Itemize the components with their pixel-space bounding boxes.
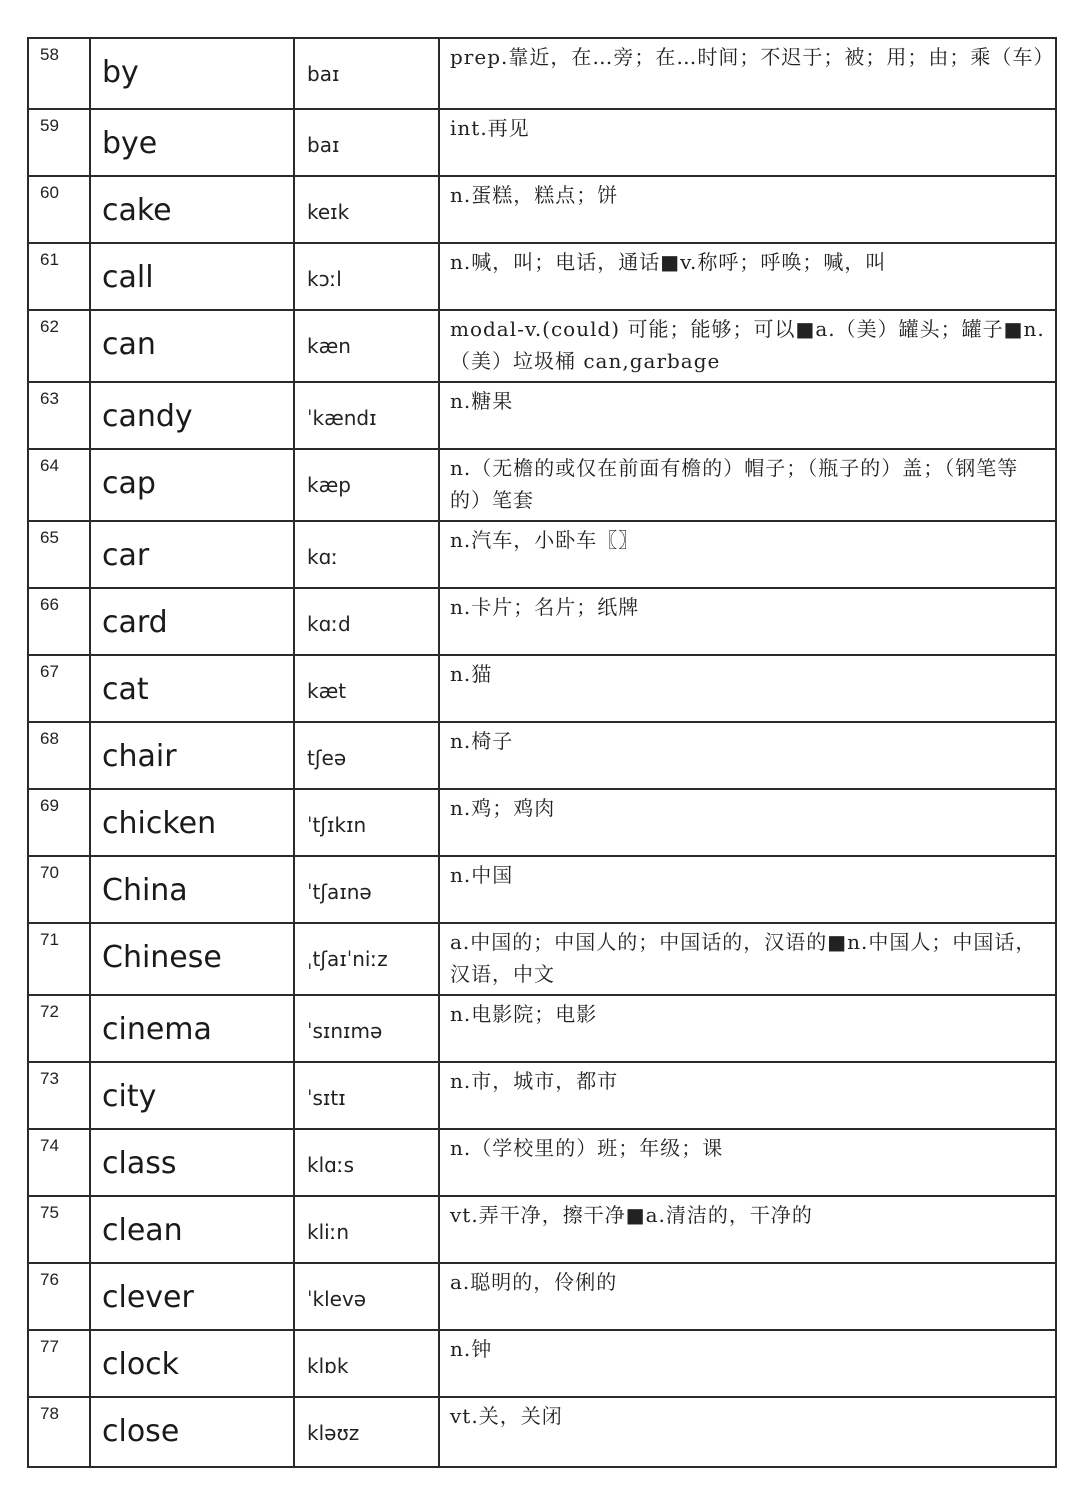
table-row: [28, 382, 1056, 449]
table-row: [28, 923, 1056, 995]
table-row: [28, 1330, 1056, 1397]
entry-definition: n.（无檐的或仅在前面有檐的）帽子；（瓶子的）盖；（钢笔等的）笔套: [439, 449, 1056, 521]
entry-word: class: [90, 1129, 294, 1196]
entry-definition: int.再见: [439, 109, 1056, 176]
entry-number: 58: [28, 38, 90, 109]
entry-word: cat: [90, 655, 294, 722]
table-row: [28, 38, 1056, 109]
entry-phonetic: keɪk: [294, 176, 439, 243]
entry-word: chair: [90, 722, 294, 789]
entry-phonetic: klɑːs: [294, 1129, 439, 1196]
table-row: [28, 243, 1056, 310]
entry-definition: n.椅子: [439, 722, 1056, 789]
table-row: [28, 1263, 1056, 1330]
table-row: [28, 1129, 1056, 1196]
entry-definition: n.糖果: [439, 382, 1056, 449]
table-row: [28, 1062, 1056, 1129]
entry-phonetic: ˈkændɪ: [294, 382, 439, 449]
entry-definition: n.猫: [439, 655, 1056, 722]
table-row: [28, 521, 1056, 588]
entry-phonetic: kæt: [294, 655, 439, 722]
entry-definition: a.中国的；中国人的；中国话的，汉语的■n.中国人；中国话，汉语，中文: [439, 923, 1056, 995]
table-row: [28, 789, 1056, 856]
entry-word: close: [90, 1397, 294, 1467]
table-row: [28, 1196, 1056, 1263]
entry-number: 66: [28, 588, 90, 655]
entry-definition: prep.靠近，在…旁；在…时间；不迟于；被；用；由；乘（车）: [439, 38, 1056, 109]
entry-number: 78: [28, 1397, 90, 1467]
entry-phonetic: ˈtʃɪkɪn: [294, 789, 439, 856]
table-row: [28, 588, 1056, 655]
vocabulary-table: [27, 37, 1057, 1468]
entry-phonetic: ˈsɪnɪmə: [294, 995, 439, 1062]
entry-word: city: [90, 1062, 294, 1129]
entry-number: 61: [28, 243, 90, 310]
table-row: [28, 449, 1056, 521]
entry-phonetic: ˈklevə: [294, 1263, 439, 1330]
entry-definition: n.卡片；名片；纸牌: [439, 588, 1056, 655]
table-row: [28, 995, 1056, 1062]
entry-number: 62: [28, 310, 90, 382]
entry-definition: vt.关，关闭: [439, 1397, 1056, 1467]
table-row: [28, 722, 1056, 789]
entry-number: 75: [28, 1196, 90, 1263]
entry-word: chicken: [90, 789, 294, 856]
entry-phonetic: ˈsɪtɪ: [294, 1062, 439, 1129]
entry-phonetic: baɪ: [294, 109, 439, 176]
entry-number: 72: [28, 995, 90, 1062]
table-row: [28, 310, 1056, 382]
entry-definition: n.电影院；电影: [439, 995, 1056, 1062]
entry-phonetic: kɑːd: [294, 588, 439, 655]
entry-number: 65: [28, 521, 90, 588]
entry-word: cake: [90, 176, 294, 243]
entry-word: clean: [90, 1196, 294, 1263]
entry-number: 76: [28, 1263, 90, 1330]
entry-word: candy: [90, 382, 294, 449]
entry-definition: n.（学校里的）班；年级；课: [439, 1129, 1056, 1196]
entry-phonetic: ˌtʃaɪˈniːz: [294, 923, 439, 995]
entry-number: 64: [28, 449, 90, 521]
entry-number: 73: [28, 1062, 90, 1129]
entry-word: car: [90, 521, 294, 588]
entry-word: clock: [90, 1330, 294, 1397]
entry-word: cinema: [90, 995, 294, 1062]
entry-word: cap: [90, 449, 294, 521]
entry-definition: n.蛋糕，糕点；饼: [439, 176, 1056, 243]
vocabulary-table-body: [28, 38, 1056, 1467]
entry-definition: modal-v.(could) 可能；能够；可以■a.（美）罐头；罐子■n.（美）垃圾桶 can,garbage: [439, 310, 1056, 382]
entry-number: 77: [28, 1330, 90, 1397]
table-row: [28, 1397, 1056, 1467]
entry-word: clever: [90, 1263, 294, 1330]
entry-definition: n.市，城市，都市: [439, 1062, 1056, 1129]
entry-phonetic: kæp: [294, 449, 439, 521]
entry-phonetic: tʃeə: [294, 722, 439, 789]
entry-definition: vt.弄干净，擦干净■a.清洁的，干净的: [439, 1196, 1056, 1263]
table-row: [28, 655, 1056, 722]
entry-definition: a.聪明的，伶俐的: [439, 1263, 1056, 1330]
entry-phonetic: baɪ: [294, 38, 439, 109]
entry-definition: n.鸡；鸡肉: [439, 789, 1056, 856]
entry-phonetic: kləʊz: [294, 1397, 439, 1467]
entry-number: 69: [28, 789, 90, 856]
entry-word: can: [90, 310, 294, 382]
entry-word: bye: [90, 109, 294, 176]
entry-word: card: [90, 588, 294, 655]
entry-definition: n.中国: [439, 856, 1056, 923]
entry-phonetic: klɒk: [294, 1330, 439, 1397]
entry-number: 74: [28, 1129, 90, 1196]
entry-word: call: [90, 243, 294, 310]
entry-number: 63: [28, 382, 90, 449]
entry-number: 70: [28, 856, 90, 923]
entry-phonetic: kɔːl: [294, 243, 439, 310]
entry-number: 67: [28, 655, 90, 722]
entry-number: 71: [28, 923, 90, 995]
entry-phonetic: kæn: [294, 310, 439, 382]
entry-phonetic: kɑː: [294, 521, 439, 588]
entry-number: 68: [28, 722, 90, 789]
entry-word: China: [90, 856, 294, 923]
table-row: [28, 176, 1056, 243]
entry-number: 60: [28, 176, 90, 243]
entry-definition: n.喊，叫；电话，通话■v.称呼；呼唤；喊，叫: [439, 243, 1056, 310]
entry-number: 59: [28, 109, 90, 176]
entry-word: Chinese: [90, 923, 294, 995]
entry-phonetic: ˈtʃaɪnə: [294, 856, 439, 923]
entry-definition: n.汽车，小卧车〖〗: [439, 521, 1056, 588]
entry-word: by: [90, 38, 294, 109]
entry-phonetic: kliːn: [294, 1196, 439, 1263]
table-row: [28, 856, 1056, 923]
entry-definition: n.钟: [439, 1330, 1056, 1397]
table-row: [28, 109, 1056, 176]
